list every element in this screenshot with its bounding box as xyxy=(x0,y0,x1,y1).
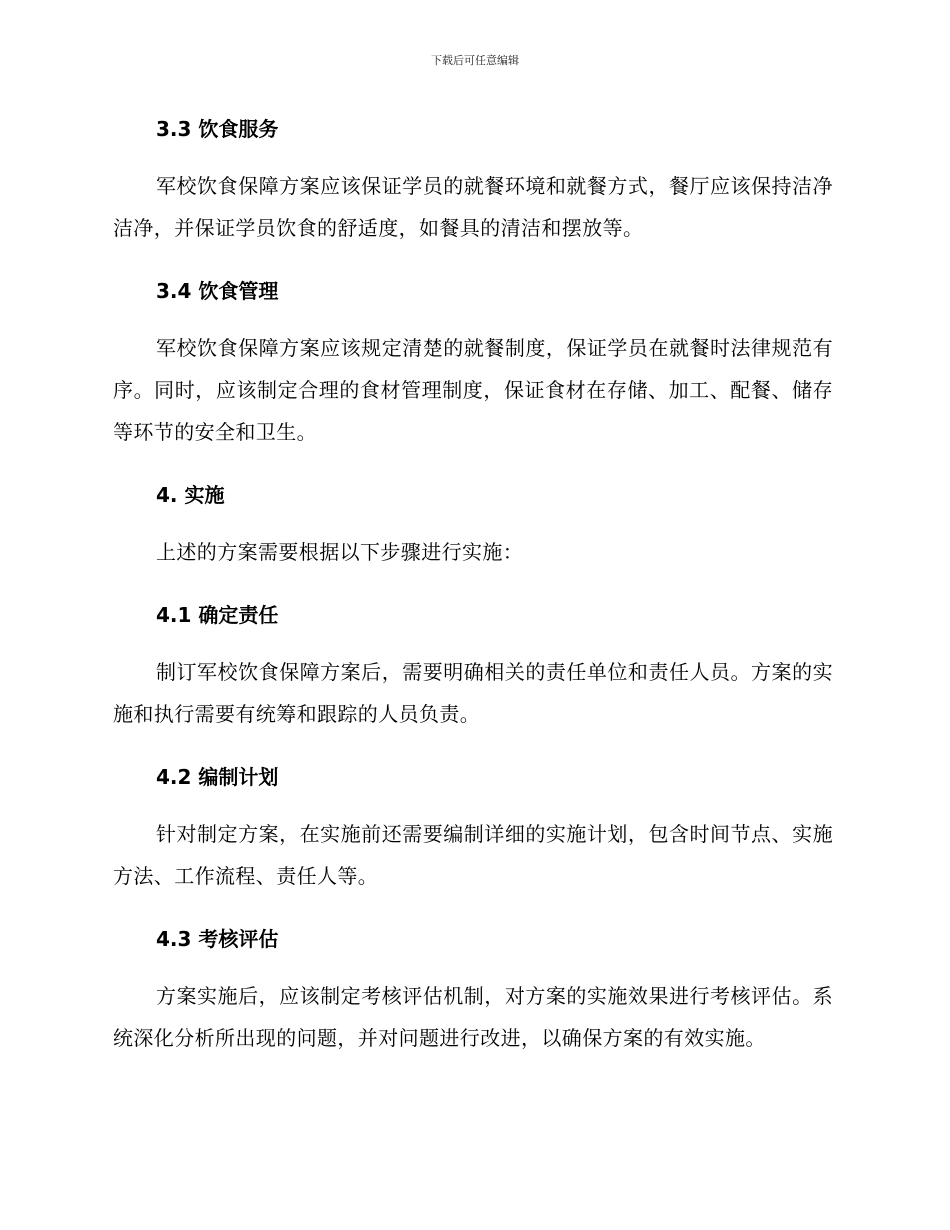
section-paragraph-4-2: 针对制定方案，在实施前还需要编制详细的实施计划，包含时间节点、实施方法、工作流程、责任人等。 xyxy=(113,822,833,888)
section-paragraph-3-4: 军校饮食保障方案应该规定清楚的就餐制度，保证学员在就餐时法律规范有序。同时，应该制定合理的食材管理制度，保证食材在存储、加工、配餐、储存等环节的安全和卫生。 xyxy=(113,336,833,444)
section-heading-4: 4. 实施 xyxy=(156,483,225,507)
section-paragraph-4-3: 方案实施后，应该制定考核评估机制，对方案的实施效果进行考核评估。系统深化分析所出现的问题，并对问题进行改进，以确保方案的有效实施。 xyxy=(113,984,833,1050)
page-header: 下载后可任意编辑 xyxy=(431,54,519,67)
section-heading-3-3: 3.3 饮食服务 xyxy=(156,117,279,141)
section-heading-4-1: 4.1 确定责任 xyxy=(156,603,279,627)
section-heading-3-4: 3.4 饮食管理 xyxy=(156,279,279,303)
document-body xyxy=(113,105,833,1077)
section-paragraph-4: 上述的方案需要根据以下步骤进行实施： xyxy=(156,540,524,564)
section-heading-4-2: 4.2 编制计划 xyxy=(156,765,279,789)
section-heading-4-3: 4.3 考核评估 xyxy=(156,927,279,951)
section-paragraph-4-1: 制订军校饮食保障方案后，需要明确相关的责任单位和责任人员。方案的实施和执行需要有统筹和跟踪的人员负责。 xyxy=(113,660,833,726)
section-paragraph-3-3: 军校饮食保障方案应该保证学员的就餐环境和就餐方式，餐厅应该保持洁净洁净，并保证学员饮食的舒适度，如餐具的清洁和摆放等。 xyxy=(113,174,833,240)
